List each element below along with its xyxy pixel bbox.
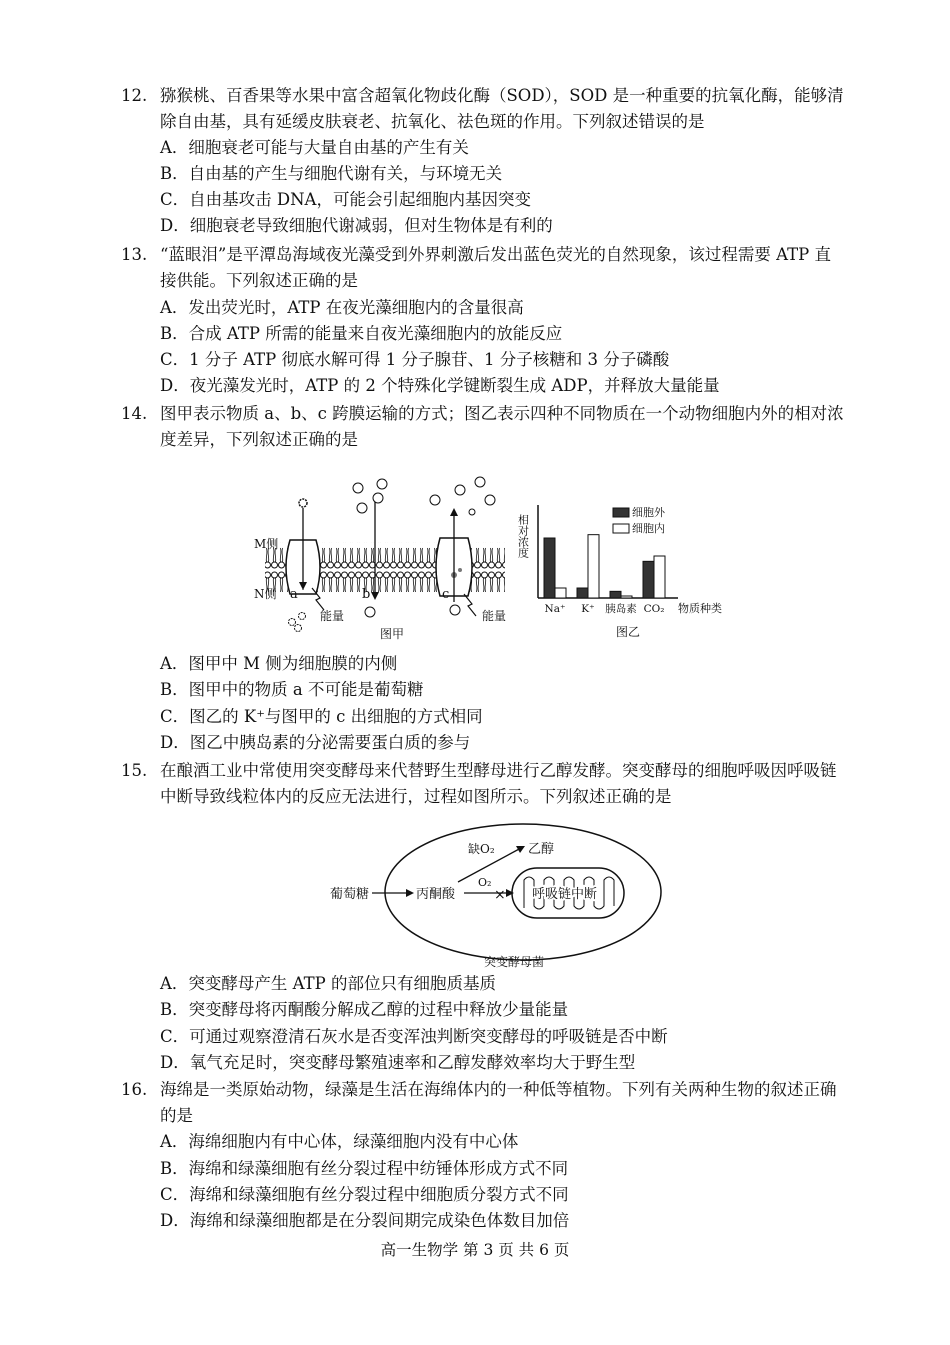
option-a: A．海绵细胞内有中心体，绿藻细胞内没有中心体	[160, 1132, 519, 1151]
bar-inside-1	[588, 535, 599, 598]
bar-inside-2	[621, 596, 632, 598]
arrow-icon	[406, 889, 414, 897]
question-number: 13.	[121, 245, 148, 264]
label-b: b	[362, 587, 371, 602]
question-stem: 度差异，下列叙述正确的是	[160, 430, 358, 449]
legend-swatch-inside	[613, 524, 629, 533]
x-axis-label: 物质种类	[678, 602, 722, 615]
bar-inside-0	[555, 588, 566, 598]
option-c: C．1 分子 ATP 彻底水解可得 1 分子腺苷、1 分子核糖和 3 分子磷酸	[160, 350, 670, 369]
question-number: 15.	[121, 761, 148, 780]
option-b: B．自由基的产生与细胞代谢有关，与环境无关	[160, 164, 503, 183]
glucose-label: 葡萄糖	[330, 887, 370, 902]
option-a: A．图甲中 M 侧为细胞膜的内侧	[160, 654, 398, 673]
option-c: C．海绵和绿藻细胞有丝分裂过程中细胞质分裂方式不同	[160, 1185, 569, 1204]
legend-label-outside: 细胞外	[632, 506, 665, 519]
x-tick-label: 胰岛素	[605, 603, 637, 615]
question-stem: 海绵是一类原始动物，绿藻是生活在海绵体内的一种低等植物。下列有关两种生物的叙述正确	[160, 1080, 837, 1099]
option-d: D．图乙中胰岛素的分泌需要蛋白质的参与	[160, 733, 471, 752]
question-stem: 除自由基，具有延缓皮肤衰老、抗氧化、祛色斑的作用。下列叙述错误的是	[160, 112, 705, 131]
legend-label-inside: 细胞内	[632, 522, 665, 535]
question-stem: 中断导致线粒体内的反应无法进行，过程如图所示。下列叙述正确的是	[160, 787, 672, 806]
label-a: a	[290, 587, 298, 602]
question-number: 12.	[121, 86, 148, 105]
option-b: B．突变酵母将丙酮酸分解成乙醇的过程中释放少量能量	[160, 1000, 569, 1019]
x-tick-label: K⁺	[581, 603, 595, 615]
question-stem: 的是	[160, 1106, 193, 1125]
option-d: D．氧气充足时，突变酵母繁殖速率和乙醇发酵效率均大于野生型	[160, 1053, 636, 1072]
question-number: 14.	[121, 404, 148, 423]
blocked-cross-icon: ×	[494, 887, 506, 903]
bar-outside-0	[544, 538, 555, 598]
y-axis-label: 相对浓度	[516, 514, 530, 558]
option-a: A．发出荧光时，ATP 在夜光藻细胞内的含量很高	[160, 298, 524, 317]
option-a: A．突变酵母产生 ATP 的部位只有细胞质基质	[160, 974, 497, 993]
energy-label-a: 能量	[320, 609, 345, 623]
x-tick-label: CO₂	[643, 603, 665, 615]
question-stem: “蓝眼泪”是平潭岛海域夜光藻受到外界刺激后发出蓝色荧光的自然现象，该过程需要 ATP 直	[160, 245, 831, 264]
option-d: D．海绵和绿藻细胞都是在分裂间期完成染色体数目加倍	[160, 1211, 570, 1230]
question-stem: 图甲表示物质 a、b、c 跨膜运输的方式；图乙表示四种不同物质在一个动物细胞内外的相对浓	[160, 404, 844, 423]
pyruvate-label: 丙酮酸	[416, 887, 456, 902]
question-number: 16.	[121, 1080, 148, 1099]
option-d: D．细胞衰老导致细胞代谢减弱，但对生物体是有利的	[160, 216, 553, 235]
label-n-side: N侧	[254, 587, 277, 601]
option-c: C．可通过观察澄清石灰水是否变浑浊判断突变酵母的呼吸链是否中断	[160, 1027, 668, 1046]
x-tick-label: Na⁺	[544, 603, 566, 615]
option-c: C．自由基攻击 DNA，可能会引起细胞内基因突变	[160, 190, 531, 209]
label-m-side: M侧	[254, 537, 279, 551]
energy-label-c: 能量	[482, 609, 507, 623]
energy-bolt-icon	[464, 594, 476, 616]
legend-swatch-outside	[613, 508, 629, 517]
bar-outside-1	[577, 588, 588, 598]
chain-break-label: 呼吸链中断	[532, 887, 598, 902]
chart-caption: 图乙	[616, 625, 641, 639]
diagram-caption: 突变酵母菌	[484, 955, 545, 969]
option-d: D．夜光藻发光时，ATP 的 2 个特殊化学键断裂生成 ADP，并释放大量能量	[160, 376, 720, 395]
question-stem: 在酿酒工业中常使用突变酵母来代替野生型酵母进行乙醇发酵。突变酵母的细胞呼吸因呼吸链	[160, 761, 837, 780]
option-c: C．图乙的 K⁺与图甲的 c 出细胞的方式相同	[160, 707, 483, 726]
legend	[613, 505, 666, 535]
option-b: B．海绵和绿藻细胞有丝分裂过程中纺锤体形成方式不同	[160, 1159, 569, 1178]
ethanol-label: 乙醇	[528, 842, 555, 857]
bar-inside-3	[654, 556, 665, 598]
option-b: B．图甲中的物质 a 不可能是葡萄糖	[160, 680, 424, 699]
option-a: A．细胞衰老可能与大量自由基的产生有关	[160, 138, 469, 157]
concentration-bar-chart	[518, 500, 743, 645]
figure-caption: 图甲	[380, 627, 405, 641]
bar-outside-3	[643, 561, 654, 598]
option-b: B．合成 ATP 所需的能量来自夜光藻细胞内的放能反应	[160, 324, 563, 343]
question-stem: 接供能。下列叙述正确的是	[160, 271, 358, 290]
label-c: c	[442, 587, 450, 602]
page-footer: 高一生物学 第 3 页 共 6 页	[380, 1241, 570, 1259]
o2-label: O₂	[478, 876, 492, 889]
yeast-respiration-diagram	[328, 822, 663, 970]
lack-o2-label: 缺O₂	[468, 842, 495, 856]
question-stem: 猕猴桃、百香果等水果中富含超氧化物歧化酶（SOD），SOD 是一种重要的抗氧化酶，能够清	[160, 86, 844, 105]
membrane-transport-figure	[250, 470, 520, 645]
bar-outside-2	[610, 591, 621, 598]
